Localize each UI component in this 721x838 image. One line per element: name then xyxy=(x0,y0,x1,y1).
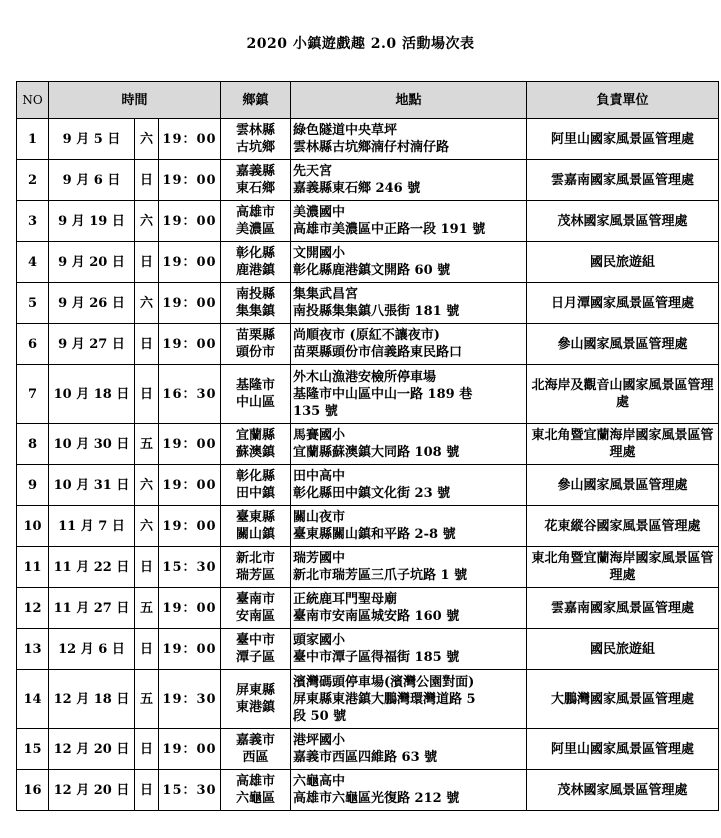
row-number: 5 xyxy=(17,283,49,324)
header-row xyxy=(17,82,719,119)
event-weekday: 五 xyxy=(135,588,159,629)
table-row xyxy=(17,506,719,547)
event-town xyxy=(221,283,291,324)
event-time: 19：00 xyxy=(159,424,221,465)
event-time: 19：00 xyxy=(159,283,221,324)
event-place-line: 南投縣集集鎮八張街 181 號 xyxy=(293,304,460,319)
page-title: 2020 小鎮遊戲趣 2.0 活動場次表 xyxy=(246,36,475,52)
event-weekday: 五 xyxy=(135,670,159,729)
event-weekday: 日 xyxy=(135,324,159,365)
row-number: 7 xyxy=(17,365,49,424)
event-place-line: 港坪國小 xyxy=(293,733,346,748)
event-time: 19：00 xyxy=(159,119,221,160)
event-place-line: 苗栗縣頭份市信義路東民路口 xyxy=(293,345,463,360)
event-town-line: 高雄市 xyxy=(236,205,276,220)
event-place-line: 關山夜市 xyxy=(293,510,346,525)
event-place xyxy=(291,506,527,547)
event-time: 15：30 xyxy=(159,770,221,811)
header-time: 時間 xyxy=(49,82,221,119)
event-date: 12 月 20 日 xyxy=(49,770,135,811)
event-place xyxy=(291,201,527,242)
event-place xyxy=(291,424,527,465)
event-town xyxy=(221,588,291,629)
event-town-line: 關山鎮 xyxy=(236,527,276,542)
event-place-line: 135 號 xyxy=(293,403,338,419)
event-date: 11 月 7 日 xyxy=(49,506,135,547)
event-town xyxy=(221,670,291,729)
row-number: 10 xyxy=(17,506,49,547)
row-number: 13 xyxy=(17,629,49,670)
event-town-line: 苗栗縣 xyxy=(236,328,276,343)
event-place xyxy=(291,629,527,670)
row-number: 1 xyxy=(17,119,49,160)
event-town-line: 嘉義縣 xyxy=(236,164,276,179)
event-town xyxy=(221,365,291,424)
event-town xyxy=(221,119,291,160)
event-date: 12 月 20 日 xyxy=(49,729,135,770)
event-town-line: 南投縣 xyxy=(236,287,276,302)
responsible-unit: 東北角暨宜蘭海岸國家風景區管理處 xyxy=(527,424,719,465)
responsible-unit: 茂林國家風景區管理處 xyxy=(527,770,719,811)
table-row xyxy=(17,365,719,424)
responsible-unit: 北海岸及觀音山國家風景區管理處 xyxy=(527,365,719,424)
event-time: 15：30 xyxy=(159,547,221,588)
event-time: 19：30 xyxy=(159,670,221,729)
event-place-line: 屏東縣東港鎮大鵬灣環灣道路 5 xyxy=(293,691,476,707)
event-town xyxy=(221,424,291,465)
event-place-line: 濱灣碼頭停車場(濱灣公園對面) xyxy=(293,674,475,690)
event-time: 19：00 xyxy=(159,506,221,547)
event-town-line: 高雄市 xyxy=(236,774,276,789)
event-weekday: 六 xyxy=(135,283,159,324)
row-number: 2 xyxy=(17,160,49,201)
table-row xyxy=(17,242,719,283)
event-date: 12 月 18 日 xyxy=(49,670,135,729)
event-place-line: 臺南市安南區城安路 160 號 xyxy=(293,609,460,624)
event-town xyxy=(221,160,291,201)
event-place-line: 臺東縣關山鎮和平路 2-8 號 xyxy=(293,527,456,542)
responsible-unit: 參山國家風景區管理處 xyxy=(527,324,719,365)
table-row xyxy=(17,283,719,324)
event-time: 19：00 xyxy=(159,324,221,365)
event-town-line: 嘉義市 xyxy=(236,733,276,748)
row-number: 4 xyxy=(17,242,49,283)
event-weekday: 日 xyxy=(135,729,159,770)
event-place-line: 綠色隧道中央草坪 xyxy=(293,123,398,138)
event-place-line: 嘉義市西區四維路 63 號 xyxy=(293,750,438,765)
event-weekday: 日 xyxy=(135,770,159,811)
event-town-line: 彰化縣 xyxy=(236,469,276,484)
event-weekday: 日 xyxy=(135,365,159,424)
event-place-line: 高雄市美濃區中正路一段 191 號 xyxy=(293,222,486,237)
event-place-line: 先天宮 xyxy=(293,164,333,179)
event-town-line: 安南區 xyxy=(236,609,276,624)
table-row xyxy=(17,629,719,670)
event-place xyxy=(291,283,527,324)
event-weekday: 六 xyxy=(135,201,159,242)
event-place-line: 尚順夜市 (原紅不讓夜市) xyxy=(293,328,440,343)
event-place-line: 馬賽國小 xyxy=(293,428,346,443)
event-place-line: 高雄市六龜區光復路 212 號 xyxy=(293,791,460,806)
event-weekday: 六 xyxy=(135,119,159,160)
event-date: 9 月 6 日 xyxy=(49,160,135,201)
event-time: 16：30 xyxy=(159,365,221,424)
event-place-line: 段 50 號 xyxy=(293,708,347,724)
table-row xyxy=(17,588,719,629)
row-number: 12 xyxy=(17,588,49,629)
event-town-line: 宜蘭縣 xyxy=(236,428,276,443)
responsible-unit: 東北角暨宜蘭海岸國家風景區管理處 xyxy=(527,547,719,588)
event-place xyxy=(291,242,527,283)
header-place: 地點 xyxy=(291,82,527,119)
event-town-line: 古坑鄉 xyxy=(236,140,276,155)
responsible-unit: 茂林國家風景區管理處 xyxy=(527,201,719,242)
event-town xyxy=(221,324,291,365)
event-place-line: 宜蘭縣蘇澳鎮大同路 108 號 xyxy=(293,445,460,460)
event-place xyxy=(291,770,527,811)
table-row xyxy=(17,770,719,811)
event-town-line: 鹿港鎮 xyxy=(236,263,276,278)
event-date: 9 月 19 日 xyxy=(49,201,135,242)
event-place-line: 臺中市潭子區得福街 185 號 xyxy=(293,650,460,665)
event-place-line: 新北市瑞芳區三爪子坑路 1 號 xyxy=(293,568,468,583)
table-row xyxy=(17,547,719,588)
event-place-line: 頭家國小 xyxy=(293,633,346,648)
table-row xyxy=(17,729,719,770)
table-row xyxy=(17,424,719,465)
event-date: 12 月 6 日 xyxy=(49,629,135,670)
row-number: 15 xyxy=(17,729,49,770)
event-date: 9 月 20 日 xyxy=(49,242,135,283)
responsible-unit: 阿里山國家風景區管理處 xyxy=(527,119,719,160)
table-row xyxy=(17,160,719,201)
event-date: 11 月 22 日 xyxy=(49,547,135,588)
event-date: 9 月 26 日 xyxy=(49,283,135,324)
event-weekday: 日 xyxy=(135,629,159,670)
event-place xyxy=(291,670,527,729)
table-row xyxy=(17,324,719,365)
event-town-line: 東石鄉 xyxy=(236,181,276,196)
responsible-unit: 阿里山國家風景區管理處 xyxy=(527,729,719,770)
row-number: 6 xyxy=(17,324,49,365)
header-town: 鄉鎮 xyxy=(221,82,291,119)
event-place xyxy=(291,729,527,770)
row-number: 9 xyxy=(17,465,49,506)
responsible-unit: 國民旅遊組 xyxy=(527,242,719,283)
schedule-rows xyxy=(17,119,719,811)
event-place-line: 外木山漁港安檢所停車場 xyxy=(293,369,437,385)
event-town-line: 六龜區 xyxy=(236,791,276,806)
event-weekday: 六 xyxy=(135,465,159,506)
event-place-line: 彰化縣田中鎮文化街 23 號 xyxy=(293,486,451,501)
event-weekday: 日 xyxy=(135,242,159,283)
responsible-unit: 參山國家風景區管理處 xyxy=(527,465,719,506)
event-time: 19：00 xyxy=(159,588,221,629)
event-place-line: 嘉義縣東石鄉 246 號 xyxy=(293,181,421,196)
event-town-line: 潭子區 xyxy=(236,650,276,665)
event-time: 19：00 xyxy=(159,242,221,283)
event-town xyxy=(221,770,291,811)
event-town-line: 瑞芳區 xyxy=(236,568,276,583)
event-town-line: 東港鎮 xyxy=(236,700,276,715)
event-weekday: 五 xyxy=(135,424,159,465)
event-place-line: 雲林縣古坑鄉湳仔村湳仔路 xyxy=(293,140,450,155)
responsible-unit: 雲嘉南國家風景區管理處 xyxy=(527,160,719,201)
event-place-line: 彰化縣鹿港鎮文開路 60 號 xyxy=(293,263,451,278)
event-time: 19：00 xyxy=(159,201,221,242)
table-row xyxy=(17,670,719,729)
header-no: NO xyxy=(17,82,49,119)
event-town xyxy=(221,242,291,283)
schedule-table xyxy=(16,81,719,811)
table-row xyxy=(17,119,719,160)
event-town-line: 彰化縣 xyxy=(236,246,276,261)
table-row xyxy=(17,201,719,242)
row-number: 14 xyxy=(17,670,49,729)
event-place-line: 基隆市中山區中山一路 189 巷 xyxy=(293,386,473,402)
event-place-line: 田中高中 xyxy=(293,469,346,484)
responsible-unit: 日月潭國家風景區管理處 xyxy=(527,283,719,324)
responsible-unit: 雲嘉南國家風景區管理處 xyxy=(527,588,719,629)
event-weekday: 六 xyxy=(135,506,159,547)
event-date: 10 月 30 日 xyxy=(49,424,135,465)
event-town-line: 屏東縣 xyxy=(236,683,276,698)
event-town-line: 中山區 xyxy=(236,395,276,410)
responsible-unit: 大鵬灣國家風景區管理處 xyxy=(527,670,719,729)
event-town-line: 新北市 xyxy=(236,551,276,566)
event-town-line: 蘇澳鎮 xyxy=(236,445,276,460)
event-place-line: 集集武昌宮 xyxy=(293,287,359,302)
responsible-unit: 花東縱谷國家風景區管理處 xyxy=(527,506,719,547)
event-time: 19：00 xyxy=(159,729,221,770)
event-weekday: 日 xyxy=(135,160,159,201)
event-town-line: 西區 xyxy=(242,750,269,765)
event-town-line: 基隆市 xyxy=(236,378,276,393)
event-town xyxy=(221,729,291,770)
event-place-line: 正統鹿耳門聖母廟 xyxy=(293,592,398,607)
event-town-line: 田中鎮 xyxy=(236,486,276,501)
event-town xyxy=(221,506,291,547)
event-town xyxy=(221,547,291,588)
event-place xyxy=(291,324,527,365)
event-place-line: 瑞芳國中 xyxy=(293,551,346,566)
event-town-line: 美濃區 xyxy=(236,222,276,237)
event-weekday: 日 xyxy=(135,547,159,588)
event-town-line: 臺南市 xyxy=(236,592,276,607)
event-place xyxy=(291,547,527,588)
event-time: 19：00 xyxy=(159,160,221,201)
event-town xyxy=(221,629,291,670)
event-date: 10 月 31 日 xyxy=(49,465,135,506)
event-date: 9 月 5 日 xyxy=(49,119,135,160)
header-unit: 負責單位 xyxy=(527,82,719,119)
row-number: 11 xyxy=(17,547,49,588)
event-time: 19：00 xyxy=(159,465,221,506)
event-date: 11 月 27 日 xyxy=(49,588,135,629)
event-town xyxy=(221,201,291,242)
event-town-line: 頭份市 xyxy=(236,345,276,360)
event-date: 10 月 18 日 xyxy=(49,365,135,424)
event-time: 19：00 xyxy=(159,629,221,670)
event-place-line: 文開國小 xyxy=(293,246,346,261)
event-town-line: 臺中市 xyxy=(236,633,276,648)
event-place xyxy=(291,465,527,506)
event-place xyxy=(291,119,527,160)
table-row xyxy=(17,465,719,506)
event-place xyxy=(291,160,527,201)
responsible-unit: 國民旅遊組 xyxy=(527,629,719,670)
event-place xyxy=(291,365,527,424)
row-number: 3 xyxy=(17,201,49,242)
row-number: 8 xyxy=(17,424,49,465)
event-place-line: 六龜高中 xyxy=(293,774,346,789)
row-number: 16 xyxy=(17,770,49,811)
event-place-line: 美濃國中 xyxy=(293,205,346,220)
event-date: 9 月 27 日 xyxy=(49,324,135,365)
event-town-line: 雲林縣 xyxy=(236,123,276,138)
event-town xyxy=(221,465,291,506)
event-town-line: 臺東縣 xyxy=(236,510,276,525)
event-town-line: 集集鎮 xyxy=(236,304,276,319)
event-place xyxy=(291,588,527,629)
